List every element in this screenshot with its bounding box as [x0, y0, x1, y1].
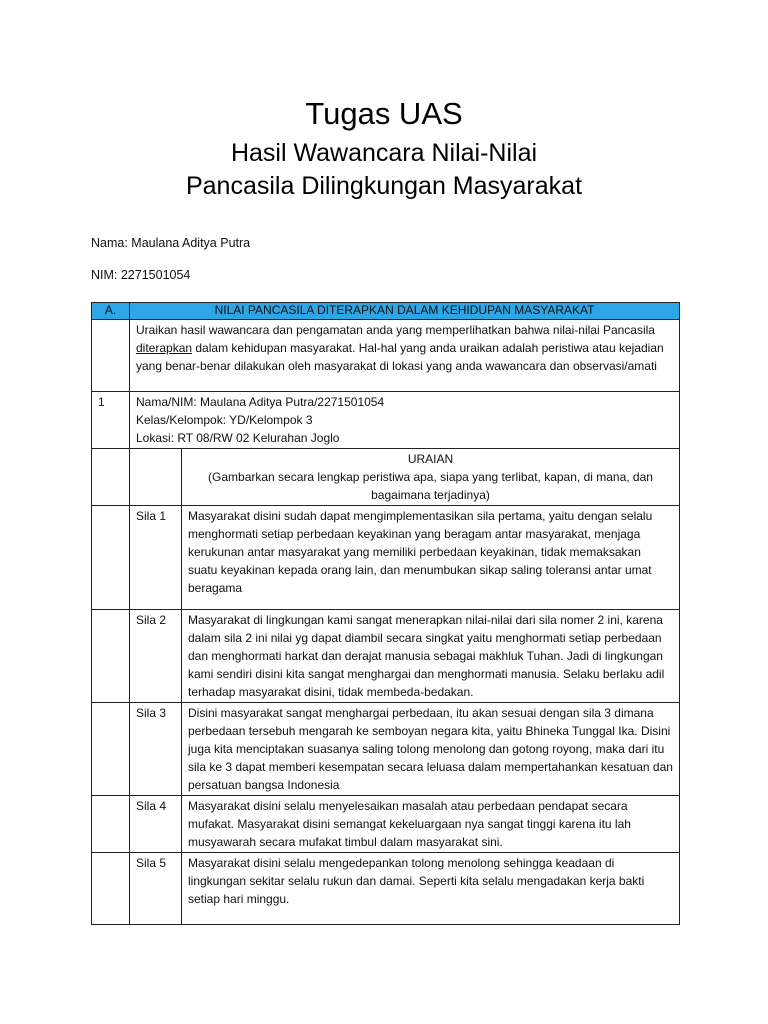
instruction-row: [92, 320, 680, 392]
sila-row: [92, 853, 680, 925]
pancasila-table: [91, 302, 680, 925]
student-nim: NIM: 2271501054: [91, 268, 191, 282]
sila-text: Disini masyarakat sangat menghargai perbedaan, itu akan sesuai dengan sila 3 dimana perbedaan tersebuh mengarah ke semboyan negara kita, yaitu Bhineka Tunggal Ika. Disini juga kita menciptakan suasanya saling tolong menolong dan gotong royong, maka dari itu sila ke 3 dapat memberi kesempatan secara leluasa dalam mempertahankan kesatuan dan persatuan bangsa Indonesia: [182, 703, 680, 796]
doc-subtitle-line1: Hasil Wawancara Nilai-Nilai: [230, 139, 538, 167]
instruction-underlined: diterapkan: [136, 341, 193, 355]
sila-label: Sila 3: [130, 703, 182, 796]
empty-cell: [92, 703, 130, 796]
doc-subtitle-line2: Pancasila Dilingkungan Masyarakat: [185, 172, 583, 200]
header-code: A.: [92, 303, 130, 320]
sila-row: [92, 506, 680, 610]
empty-cell: [92, 320, 130, 392]
identity-lokasi: Lokasi: RT 08/RW 02 Kelurahan Joglo: [136, 431, 340, 445]
sila-text: Masyarakat disini sudah dapat mengimplementasikan sila pertama, yaitu dengan selalu menghormati setiap perbedaan keyakinan yang beragam antar masyarakat, menjaga kerukunan antar masyarakat yang memiliki perbedaan keyakinan, tidak memaksakan suatu keyakinan kepada orang lain, dan menumbukan sikap saling toleransi antar umat beragama: [182, 506, 680, 610]
instruction-part2: dalam kehidupan masyarakat. Hal-hal yang anda uraikan adalah peristiwa atau kejadian yang benar-benar dilakukan oleh masyarakat di lokasi yang anda wawancara dan observasi/amati: [136, 341, 664, 373]
uraian-heading: URAIAN: [407, 452, 454, 466]
doc-title: Tugas UAS: [305, 96, 463, 131]
sila-row: [92, 796, 680, 853]
sila-row: [92, 703, 680, 796]
header-title: NILAI PANCASILA DITERAPKAN DALAM KEHIDUPAN MASYARAKAT: [130, 303, 680, 320]
sila-label: Sila 1: [130, 506, 182, 610]
sila-text: Masyarakat disini selalu mengedepankan tolong menolong sehingga keadaan di lingkungan sekitar selalu rukun dan damai. Seperti kita selalu mengadakan kerja bakti setiap hari minggu.: [182, 853, 680, 925]
sila-text: Masyarakat disini selalu menyelesaikan masalah atau perbedaan pendapat secara mufakat. Masyarakat disini semangat kekeluargaan nya sangat tinggi karena itu lah musyawarah secara mufakat timbul dalam masyarakat sini.: [182, 796, 680, 853]
table-header-row: [92, 303, 680, 320]
empty-cell: [92, 449, 130, 506]
instruction-part1: Uraikan hasil wawancara dan pengamatan anda yang memperlihatkan bahwa nilai-nilai Pancasila: [136, 323, 655, 337]
identity-cell: [130, 392, 680, 449]
sila-text: Masyarakat di lingkungan kami sangat menerapkan nilai-nilai dari sila nomer 2 ini, karena dalam sila 2 ini nilai yg dapat diambil secara singkat yaitu menghormati setiap perbedaan dan menghormati harkat dan derajat manusia sebagai makhluk Tuhan. Jadi di lingkungan kami sendiri disini kita sangat menghargai dan menghormati manusia. Selaku berlaku adil terhadap masyarakat disini, tidak membeda-bedakan.: [182, 610, 680, 703]
empty-cell: [92, 796, 130, 853]
uraian-header-row: [92, 449, 680, 506]
identity-kelas: Kelas/Kelompok: YD/Kelompok 3: [136, 413, 313, 427]
identity-name-nim: Nama/NIM: Maulana Aditya Putra/2271501054: [136, 395, 385, 409]
sila-label: Sila 5: [130, 853, 182, 925]
empty-cell: [92, 610, 130, 703]
empty-cell: [92, 853, 130, 925]
identity-number: 1: [92, 392, 130, 449]
empty-cell: [92, 506, 130, 610]
uraian-note: (Gambarkan secara lengkap peristiwa apa, siapa yang terlibat, kapan, di mana, dan bagaimana terjadinya): [208, 470, 653, 502]
uraian-cell: [182, 449, 680, 506]
identity-row: [92, 392, 680, 449]
sila-row: [92, 610, 680, 703]
sila-label: Sila 4: [130, 796, 182, 853]
empty-cell: [130, 449, 182, 506]
instruction-text: [130, 320, 680, 392]
sila-label: Sila 2: [130, 610, 182, 703]
student-name: Nama: Maulana Aditya Putra: [91, 236, 251, 250]
